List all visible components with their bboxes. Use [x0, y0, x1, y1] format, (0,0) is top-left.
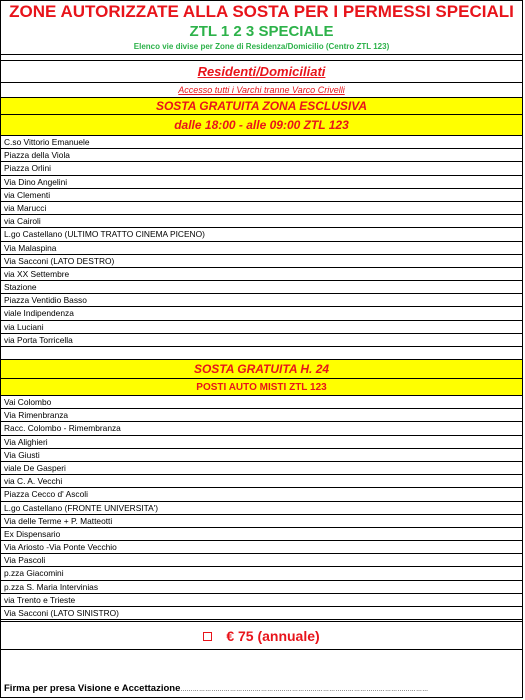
document-subtitle: ZTL 1 2 3 SPECIALE [189, 23, 334, 40]
street-row: Via Rimenbranza [1, 409, 522, 422]
street-row: Via Ariosto -Via Ponte Vecchio [1, 541, 522, 554]
empty-row [1, 347, 522, 360]
section1-street-list [1, 136, 522, 347]
street-row: via Marucci [1, 202, 522, 215]
street-row: via Trento e Trieste [1, 594, 522, 607]
checkbox-icon[interactable] [203, 632, 212, 641]
street-row: Stazione [1, 281, 522, 294]
street-row: via Porta Torricella [1, 334, 522, 347]
street-row: p.zza Giacomini [1, 567, 522, 580]
signature-row [1, 679, 522, 698]
section2-street-list [1, 396, 522, 620]
street-row: Via delle Terme + P. Matteotti [1, 515, 522, 528]
section1-hours: dalle 18:00 - alle 09:00 ZTL 123 [1, 115, 522, 136]
signature-label: Firma per presa Visione e Accettazione [4, 683, 181, 695]
street-row: Piazza Ventidio Basso [1, 294, 522, 307]
street-row: Via Alighieri [1, 436, 522, 449]
street-row: Piazza Cecco d' Ascoli [1, 488, 522, 501]
street-row: L.go Castellano (ULTIMO TRATTO CINEMA PICENO) [1, 228, 522, 241]
street-row: via XX Settembre [1, 268, 522, 281]
street-row: Via Giusti [1, 449, 522, 462]
street-row: Via Dino Angelini [1, 176, 522, 189]
price-row [1, 622, 522, 650]
street-row: via Cairoli [1, 215, 522, 228]
street-row: Piazza Orlini [1, 162, 522, 175]
street-row: Via Pascoli [1, 554, 522, 567]
section1-title: SOSTA GRATUITA ZONA ESCLUSIVA [1, 98, 522, 115]
street-row: viale De Gasperi [1, 462, 522, 475]
street-row: Ex Dispensario [1, 528, 522, 541]
blank-space [1, 650, 522, 679]
price-label: € 75 (annuale) [226, 628, 320, 645]
street-row: Piazza della Viola [1, 149, 522, 162]
street-row: L.go Castellano (FRONTE UNIVERSITA') [1, 502, 522, 515]
street-row: p.zza S. Maria Intervinias [1, 581, 522, 594]
street-row: Via Sacconi (LATO DESTRO) [1, 255, 522, 268]
street-row: via Clementi [1, 189, 522, 202]
document-title: ZONE AUTORIZZATE ALLA SOSTA PER I PERMESSI SPECIALI [9, 2, 514, 21]
access-note: Accesso tutti i Varchi tranne Varco Crivelli [1, 83, 522, 98]
street-row: Via Sacconi (LATO SINISTRO) [1, 607, 522, 620]
street-row: Vai Colombo [1, 396, 522, 409]
street-row: via C. A. Vecchi [1, 475, 522, 488]
residents-label: Residenti/Domiciliati [1, 61, 522, 83]
signature-line: ………………………………………………………………………………………………………… [180, 687, 429, 694]
street-row: via Luciani [1, 321, 522, 334]
street-row: C.so Vittorio Emanuele [1, 136, 522, 149]
street-row: Via Malaspina [1, 242, 522, 255]
street-row: viale Indipendenza [1, 307, 522, 320]
document-note: Elenco vie divise per Zone di Residenza/Domicilio (Centro ZTL 123) [1, 41, 522, 55]
street-row: Racc. Colombo - Rimembranza [1, 422, 522, 435]
section2-subtitle: POSTI AUTO MISTI ZTL 123 [1, 379, 522, 396]
section2-title: SOSTA GRATUITA H. 24 [1, 360, 522, 379]
